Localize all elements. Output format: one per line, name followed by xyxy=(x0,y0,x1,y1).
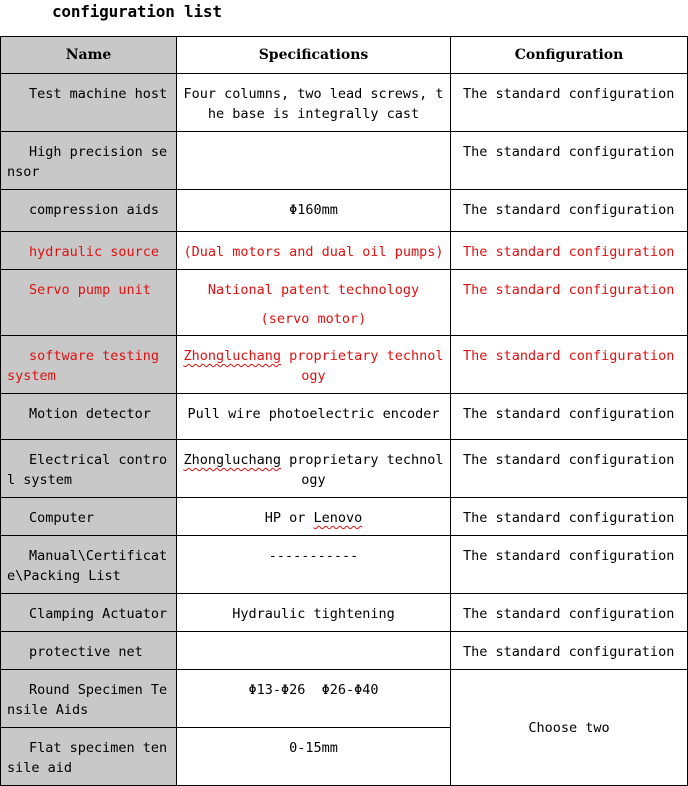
row-name: Computer xyxy=(29,510,95,526)
row-spec xyxy=(177,632,451,670)
row-name-cell xyxy=(1,74,177,132)
row-config: The standard configuration xyxy=(451,394,688,440)
table-row xyxy=(1,132,688,190)
row-name: Servo pump unit xyxy=(29,282,151,298)
table-row xyxy=(1,74,688,132)
table-row-highlighted xyxy=(1,336,688,394)
row-name-cell xyxy=(1,536,177,594)
row-config: The standard configuration xyxy=(451,632,688,670)
spec-prefix: HP or xyxy=(264,510,314,526)
row-name-cell xyxy=(1,394,177,440)
row-name: protective net xyxy=(29,644,143,660)
row-name-cell xyxy=(1,728,177,786)
document-title: configuration list xyxy=(52,2,222,21)
row-spec: Φ160mm xyxy=(177,190,451,232)
row-name: Test machine host xyxy=(29,86,168,102)
table-row-highlighted xyxy=(1,270,688,336)
spec-rest: proprietary technology xyxy=(280,452,444,488)
row-name: High precision sensor xyxy=(7,144,168,180)
row-name-cell xyxy=(1,498,177,536)
table-row xyxy=(1,536,688,594)
row-name: compression aids xyxy=(29,202,160,218)
row-config: The standard configuration xyxy=(451,132,688,190)
row-spec-line1: National patent technology xyxy=(207,282,420,298)
row-name-cell xyxy=(1,670,177,728)
row-config: The standard configuration xyxy=(451,270,688,336)
row-spec: (Dual motors and dual oil pumps) xyxy=(177,232,451,270)
row-name: Flat specimen tensile aid xyxy=(7,740,168,776)
table-row xyxy=(1,632,688,670)
table-row xyxy=(1,394,688,440)
row-config: The standard configuration xyxy=(451,74,688,132)
row-name-cell xyxy=(1,232,177,270)
row-spec xyxy=(177,336,451,394)
row-config: The standard configuration xyxy=(451,232,688,270)
row-name-cell xyxy=(1,594,177,632)
row-spec: Pull wire photoelectric encoder xyxy=(177,394,451,440)
row-name-cell xyxy=(1,440,177,498)
spec-brand-word: Zhongluchang xyxy=(183,348,281,364)
row-spec: Hydraulic tightening xyxy=(177,594,451,632)
table-row xyxy=(1,670,688,728)
table-row xyxy=(1,190,688,232)
row-spec: Four columns, two lead screws, the base is integrally cast xyxy=(177,74,451,132)
header-specifications: Specifications xyxy=(177,37,451,74)
row-name-cell xyxy=(1,270,177,336)
table-row xyxy=(1,594,688,632)
row-spec xyxy=(177,498,451,536)
row-name: software testing system xyxy=(7,348,160,384)
row-name: Electrical control system xyxy=(7,452,168,488)
table-row xyxy=(1,440,688,498)
row-config: The standard configuration xyxy=(451,440,688,498)
table-row-highlighted xyxy=(1,232,688,270)
row-name: Motion detector xyxy=(29,406,151,422)
configuration-table xyxy=(0,36,688,786)
row-config: The standard configuration xyxy=(451,498,688,536)
header-configuration: Configuration xyxy=(451,37,688,74)
row-spec-line2: (servo motor) xyxy=(260,311,367,327)
row-spec: ----------- xyxy=(177,536,451,594)
row-spec: 0-15mm xyxy=(177,728,451,786)
table-row xyxy=(1,498,688,536)
row-config: The standard configuration xyxy=(451,336,688,394)
row-spec xyxy=(177,270,451,336)
spec-brand-word: Zhongluchang xyxy=(183,452,281,468)
merged-config-cell: Choose two xyxy=(451,670,688,786)
spec-brand-word: Lenovo xyxy=(313,510,363,526)
row-name: hydraulic source xyxy=(29,244,160,260)
row-name-cell xyxy=(1,632,177,670)
row-name: Clamping Actuator xyxy=(29,606,168,622)
row-spec xyxy=(177,132,451,190)
spec-rest: proprietary technology xyxy=(280,348,444,384)
row-name: Manual\Certificate\Packing List xyxy=(7,548,168,584)
row-name: Round Specimen Tensile Aids xyxy=(7,682,168,718)
row-config: The standard configuration xyxy=(451,190,688,232)
row-name-cell xyxy=(1,132,177,190)
row-spec: Φ13-Φ26 Φ26-Φ40 xyxy=(177,670,451,728)
row-config: The standard configuration xyxy=(451,594,688,632)
row-spec xyxy=(177,440,451,498)
row-config: The standard configuration xyxy=(451,536,688,594)
header-name: Name xyxy=(1,37,177,74)
table-header-row xyxy=(1,37,688,74)
row-name-cell xyxy=(1,336,177,394)
row-name-cell xyxy=(1,190,177,232)
